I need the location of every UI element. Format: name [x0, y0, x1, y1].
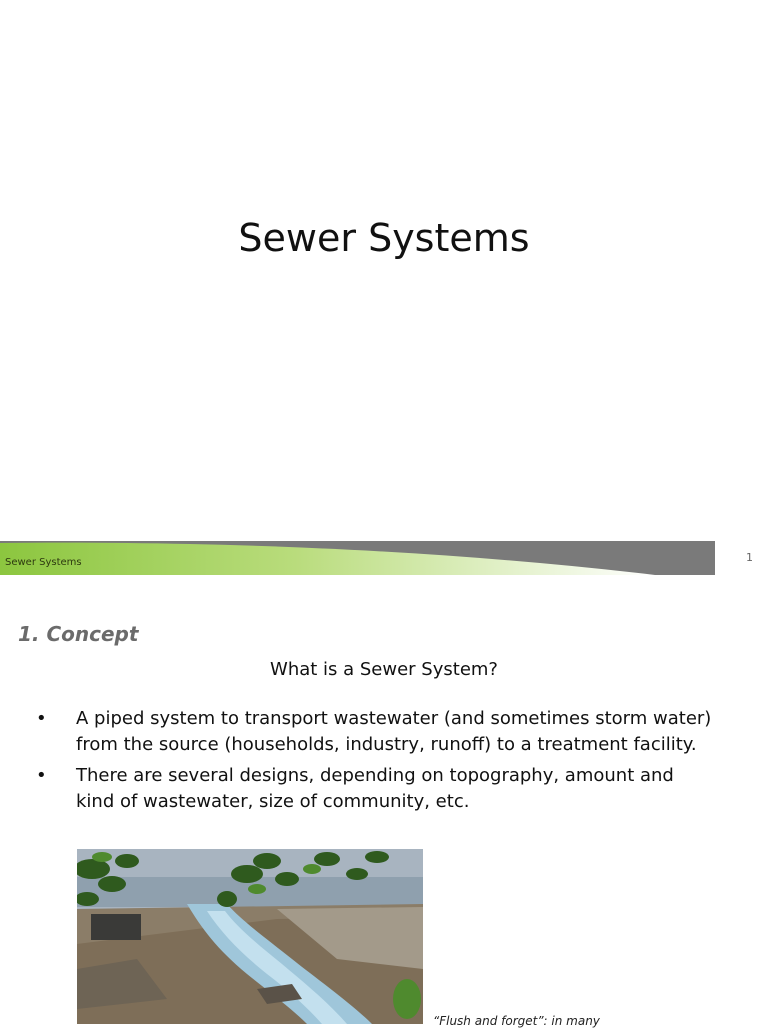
bullet-text: There are several designs, depending on topography, amount and kind of wastewater, size of community, etc. — [76, 765, 674, 812]
bullet-marker: • — [36, 765, 47, 786]
section-heading: 1. Concept — [18, 622, 139, 646]
footer-band — [0, 541, 715, 577]
concept-slide — [0, 578, 768, 1028]
list-item — [36, 706, 716, 758]
photo-caption: “Flush and forget”: in many — [433, 1014, 600, 1028]
slide-title: Sewer Systems — [238, 216, 530, 260]
bullet-text: A piped system to transport wastewater (and sometimes storm water) from the source (households, industry, runoff) to a treatment facility. — [76, 708, 712, 755]
slide-subtitle: What is a Sewer System? — [270, 659, 498, 680]
list-item — [36, 763, 716, 815]
sewer-outflow-photo — [77, 849, 423, 1024]
bullet-marker: • — [36, 708, 47, 729]
bullet-list — [36, 706, 716, 820]
page-number: 1 — [746, 551, 753, 564]
footer-label: Sewer Systems — [5, 557, 82, 568]
